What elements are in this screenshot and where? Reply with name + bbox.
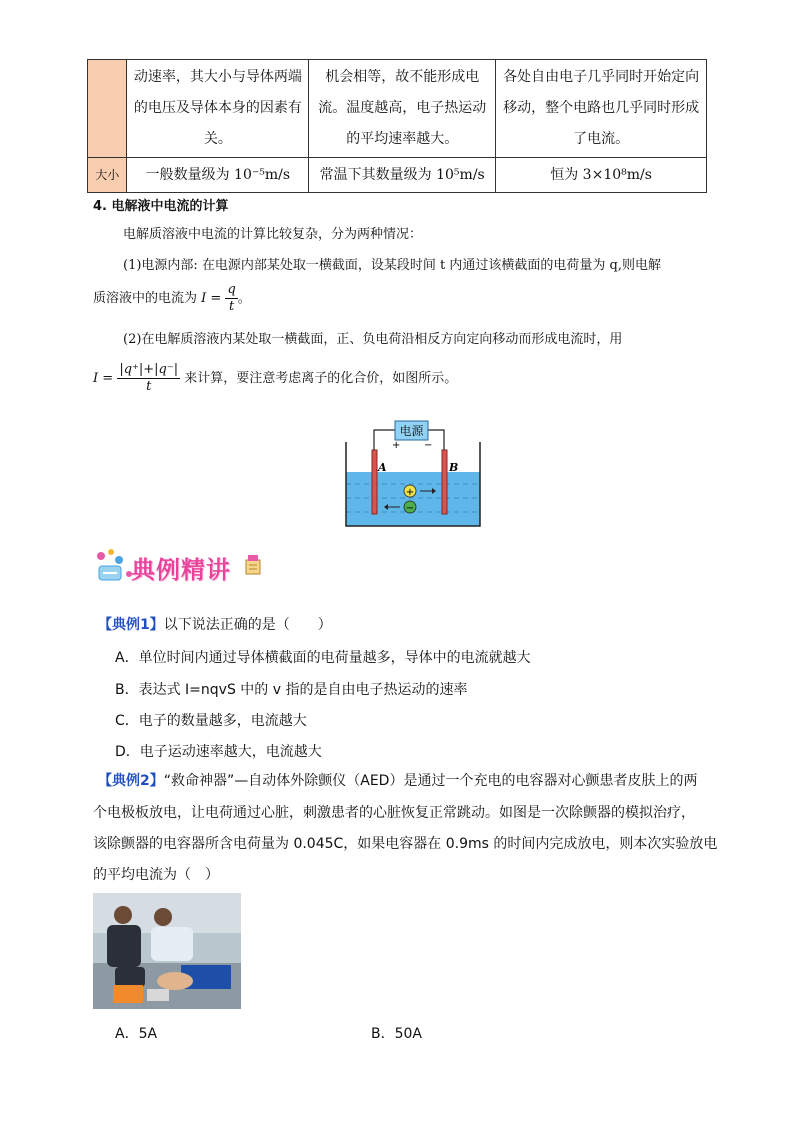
minus-terminal: − <box>424 440 433 451</box>
power-source-label: 电源 <box>399 424 424 438</box>
section-intro: 电解质溶液中电流的计算比较复杂，分为两种情况： <box>123 227 423 242</box>
electrode-a <box>372 450 377 514</box>
electrolyte-liquid <box>346 472 480 526</box>
option-d: D．电子运动速率越大，电流越大 <box>115 744 322 760</box>
example2-option-a: A．5A <box>115 1026 158 1042</box>
comparison-table <box>87 59 707 193</box>
electrolysis-diagram <box>340 418 486 530</box>
electrode-b-label: B <box>449 461 459 474</box>
example2-line2: 个电极板放电，让电荷通过心脏，刺激患者的心脏恢复正常跳动。如图是一次除颤器的模拟治疗， <box>93 805 695 821</box>
example2-line1 <box>98 771 718 791</box>
example1-stem: 以下说法正确的是（ ） <box>163 617 332 633</box>
table-cell: 常温下其数量级为 10⁵m/s <box>309 158 496 193</box>
table-cell: 恒为 3×10⁸m/s <box>496 158 707 193</box>
electrode-b <box>442 450 447 514</box>
negative-ion-sign: − <box>405 503 415 514</box>
case1-text-b: 质溶液中的电流为 <box>93 291 198 306</box>
fraction-numerator: |q⁺|+|q⁻| <box>119 362 179 377</box>
option-a: A．单位时间内通过导体横截面的电荷量越多，导体中的电流就越大 <box>115 650 531 666</box>
table-cell: 一般数量级为 10⁻⁵m/s <box>127 158 309 193</box>
electrode-a-label: A <box>378 461 387 474</box>
example2-tag: 【典例2】 <box>98 773 164 789</box>
example2-line4: 的平均电流为（ ） <box>93 867 219 883</box>
aed-training-photo <box>93 893 241 1009</box>
table-row <box>88 60 707 158</box>
table-cell: 机会相等，故不能形成电流。温度越高，电子热运动的平均速率越大。 <box>309 60 496 158</box>
fraction <box>225 282 237 315</box>
option-c: C．电子的数量越多，电流越大 <box>115 713 307 729</box>
case2-formula-line <box>93 362 457 395</box>
case1-formula-line: 质溶液中的电流为 I = $\frac{q}{t}$ 。 <box>93 282 251 314</box>
example2-text: “救命神器”—自动体外除颤仪（AED）是通过一个充电的电容器对心颤患者皮肤上的两 <box>163 773 698 789</box>
table-cell: 各处自由电子几乎同时开始定向移动，整个电路也几乎同时形成了电流。 <box>496 60 707 158</box>
example1-question <box>98 615 332 635</box>
case2-text: (2)在电解质溶液内某处取一横截面，正、负电荷沿相反方向定向移动而形成电流时，用 <box>123 332 623 347</box>
positive-ion-sign: + <box>405 487 415 498</box>
fraction-denominator: t <box>146 379 152 394</box>
book-icon <box>243 552 265 578</box>
table-row <box>88 158 707 193</box>
option-b: B．表达式 I=nqvS 中的 v 指的是自由电子热运动的速率 <box>115 682 468 698</box>
formula-lhs: I = <box>201 291 222 306</box>
banner-title: 典例精讲 <box>131 556 231 584</box>
table-header-cell: 大小 <box>88 158 127 193</box>
case1-text: (1)电源内部: 在电源内部某处取一横截面，设某段时间 t 内通过该横截面的电荷量为 q,则电解 <box>123 258 662 273</box>
section-heading: 4. 电解液中电流的计算 <box>93 199 229 214</box>
table-header-cell-empty <box>88 60 127 158</box>
example1-tag: 【典例1】 <box>98 617 164 633</box>
fraction <box>117 362 180 395</box>
formula-lhs: I = <box>93 371 114 386</box>
example2-line3: 该除颤器的电容器所含电荷量为 0.045C，如果电容器在 0.9ms 的时间内完成放电，则本次实验放电 <box>93 836 718 852</box>
case2-text-b: 来计算，要注意考虑离子的化合价，如图所示。 <box>184 371 458 386</box>
fraction-numerator: q <box>227 282 236 297</box>
plus-terminal: + <box>392 440 401 451</box>
table-cell: 动速率，其大小与导体两端的电压及导体本身的因素有关。 <box>127 60 309 158</box>
fraction-denominator: t <box>229 299 235 314</box>
example2-option-b: B．50A <box>371 1026 422 1042</box>
section-banner <box>93 546 273 584</box>
